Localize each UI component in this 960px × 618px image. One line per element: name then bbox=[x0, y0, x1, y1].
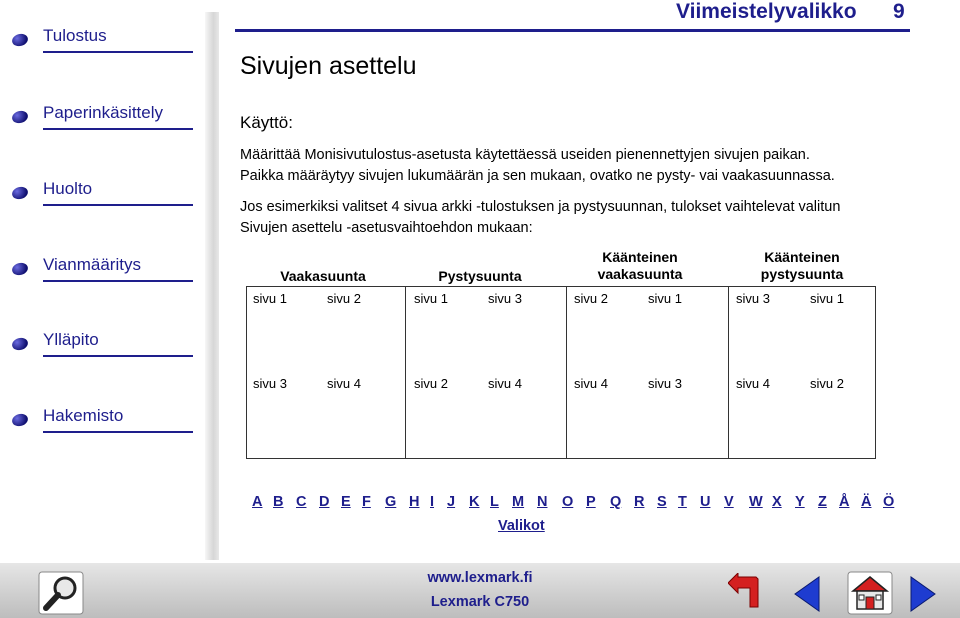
col-header-text: Käänteinen bbox=[602, 249, 678, 265]
index-letter-link[interactable]: H bbox=[409, 494, 420, 510]
divider bbox=[43, 128, 193, 130]
next-page-icon[interactable] bbox=[909, 575, 937, 613]
col-header-text: Pystysuunta bbox=[438, 268, 522, 284]
index-letter-link[interactable]: A bbox=[252, 494, 263, 510]
footer-product: Lexmark C750 bbox=[430, 594, 530, 610]
sidebar-nav bbox=[0, 0, 215, 560]
sidebar-shadow bbox=[205, 12, 219, 560]
sidebar-item-label[interactable]: Paperinkäsittely bbox=[43, 103, 164, 122]
index-letter-link[interactable]: C bbox=[296, 494, 307, 510]
grid-divider bbox=[405, 287, 406, 458]
col-header-text: pystysuunta bbox=[760, 266, 844, 282]
table-cell: sivu 3 bbox=[648, 376, 682, 391]
index-letter-link[interactable]: G bbox=[385, 494, 397, 510]
sidebar-item-vianmaaritys[interactable] bbox=[12, 249, 197, 289]
grid-divider bbox=[728, 287, 729, 458]
table-cell: sivu 1 bbox=[253, 291, 287, 306]
sidebar-item-tulostus[interactable] bbox=[12, 20, 197, 60]
col-header-kaanteinen-pystysuunta bbox=[727, 249, 877, 283]
sidebar-item-label[interactable]: Huolto bbox=[43, 179, 93, 198]
footer-url[interactable]: www.lexmark.fi bbox=[427, 570, 533, 586]
header-rule bbox=[235, 29, 910, 32]
index-letter-link[interactable]: E bbox=[341, 494, 351, 510]
table-cell: sivu 4 bbox=[488, 376, 522, 391]
col-header-pystysuunta bbox=[405, 268, 555, 285]
index-letter-link[interactable]: Ö bbox=[883, 494, 895, 510]
description-line-1: Määrittää Monisivutulostus-asetusta käytettäessä useiden pienennettyjen sivujen paikan. bbox=[240, 147, 810, 163]
table-cell: sivu 1 bbox=[810, 291, 844, 306]
divider bbox=[43, 51, 193, 53]
page-number: 9 bbox=[893, 0, 905, 23]
footer-bar bbox=[0, 563, 960, 618]
table-cell: sivu 4 bbox=[736, 376, 770, 391]
table-cell: sivu 2 bbox=[810, 376, 844, 391]
page-title: Sivujen asettelu bbox=[240, 52, 417, 80]
bullet-icon bbox=[11, 109, 30, 125]
index-letter-link[interactable]: M bbox=[512, 494, 525, 510]
grid-divider bbox=[566, 287, 567, 458]
example-line-1: Jos esimerkiksi valitset 4 sivua arkki -tulostuksen ja pystysuunnan, tulokset vaihtelevat valitun bbox=[240, 199, 841, 215]
table-cell: sivu 3 bbox=[253, 376, 287, 391]
bullet-icon bbox=[11, 336, 30, 352]
section-title: Viimeistelyvalikko bbox=[676, 0, 857, 23]
index-letter-link[interactable]: B bbox=[273, 494, 284, 510]
table-cell: sivu 4 bbox=[574, 376, 608, 391]
sidebar-item-label[interactable]: Hakemisto bbox=[43, 406, 124, 425]
index-letter-link[interactable]: F bbox=[362, 494, 371, 510]
index-letter-link[interactable]: T bbox=[678, 494, 687, 510]
index-letter-link[interactable]: U bbox=[700, 494, 711, 510]
divider bbox=[43, 204, 193, 206]
index-letter-link[interactable]: P bbox=[586, 494, 596, 510]
divider bbox=[43, 280, 193, 282]
index-letter-link[interactable]: V bbox=[724, 494, 734, 510]
index-letter-link[interactable]: W bbox=[749, 494, 763, 510]
previous-page-icon[interactable] bbox=[793, 575, 821, 613]
index-letter-link[interactable]: S bbox=[657, 494, 667, 510]
index-letter-link[interactable]: D bbox=[319, 494, 330, 510]
index-letter-link[interactable]: K bbox=[469, 494, 480, 510]
magnifier-icon[interactable] bbox=[38, 571, 84, 615]
table-cell: sivu 3 bbox=[488, 291, 522, 306]
index-letter-link[interactable]: L bbox=[490, 494, 499, 510]
contents-link[interactable]: Valikot bbox=[498, 518, 545, 534]
index-letter-link[interactable]: Å bbox=[839, 494, 850, 510]
index-letter-link[interactable]: Z bbox=[818, 494, 827, 510]
col-header-text: Vaakasuunta bbox=[280, 268, 366, 284]
sidebar-item-yllapito[interactable] bbox=[12, 324, 197, 364]
bullet-icon bbox=[11, 185, 30, 201]
page-layout-grid bbox=[246, 286, 876, 459]
table-cell: sivu 3 bbox=[736, 291, 770, 306]
index-letter-link[interactable]: N bbox=[537, 494, 548, 510]
col-header-kaanteinen-vaakasuunta bbox=[565, 249, 715, 283]
col-header-text: Käänteinen bbox=[764, 249, 840, 265]
sidebar-item-label[interactable]: Ylläpito bbox=[43, 330, 99, 349]
index-letter-link[interactable]: Ä bbox=[861, 494, 872, 510]
index-letter-link[interactable]: O bbox=[562, 494, 574, 510]
bullet-icon bbox=[11, 261, 30, 277]
index-letter-link[interactable]: I bbox=[430, 494, 435, 510]
bullet-icon bbox=[11, 412, 30, 428]
index-letter-link[interactable]: J bbox=[447, 494, 456, 510]
usage-heading: Käyttö: bbox=[240, 113, 293, 132]
example-line-2: Sivujen asettelu -asetusvaihtoehdon mukaan: bbox=[240, 220, 533, 236]
col-header-vaakasuunta bbox=[248, 268, 398, 285]
sidebar-item-hakemisto[interactable] bbox=[12, 400, 197, 440]
bullet-icon bbox=[11, 32, 30, 48]
index-letter-link[interactable]: Q bbox=[610, 494, 622, 510]
table-cell: sivu 2 bbox=[414, 376, 448, 391]
table-cell: sivu 1 bbox=[648, 291, 682, 306]
description-line-2: Paikka määräytyy sivujen lukumäärän ja sen mukaan, ovatko ne pysty- vai vaakasuunnassa. bbox=[240, 168, 835, 184]
back-arrow-icon[interactable] bbox=[728, 573, 764, 613]
table-cell: sivu 2 bbox=[327, 291, 361, 306]
table-cell: sivu 2 bbox=[574, 291, 608, 306]
divider bbox=[43, 431, 193, 433]
index-letter-link[interactable]: R bbox=[634, 494, 645, 510]
table-cell: sivu 1 bbox=[414, 291, 448, 306]
sidebar-item-label[interactable]: Vianmääritys bbox=[43, 255, 141, 274]
index-letter-link[interactable]: X bbox=[772, 494, 782, 510]
divider bbox=[43, 355, 193, 357]
home-icon[interactable] bbox=[847, 571, 893, 615]
table-cell: sivu 4 bbox=[327, 376, 361, 391]
sidebar-item-label[interactable]: Tulostus bbox=[43, 26, 107, 45]
sidebar-item-huolto[interactable] bbox=[12, 173, 197, 213]
sidebar-item-paperinkasittely[interactable] bbox=[12, 97, 197, 137]
col-header-text: vaakasuunta bbox=[597, 266, 683, 282]
alphabet-index bbox=[252, 494, 912, 514]
index-letter-link[interactable]: Y bbox=[795, 494, 805, 510]
